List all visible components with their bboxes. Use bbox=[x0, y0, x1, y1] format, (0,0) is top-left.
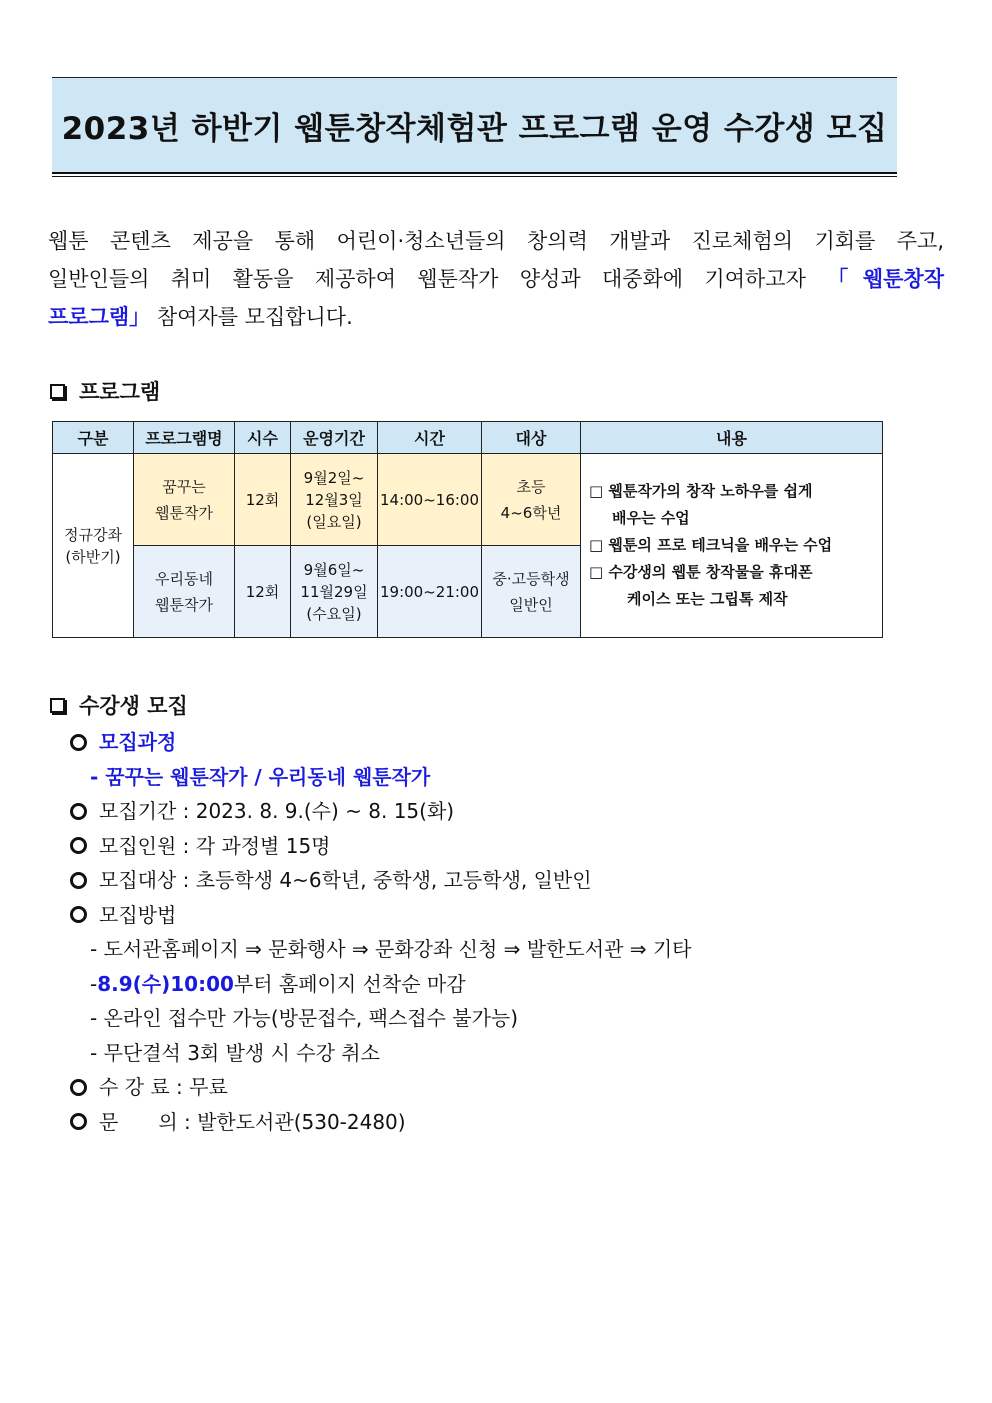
table-header: 시수 bbox=[235, 422, 291, 454]
table-header: 대상 bbox=[482, 422, 581, 454]
list-item bbox=[70, 863, 692, 898]
list-item bbox=[70, 898, 692, 933]
list-item-text: 모집과정 bbox=[99, 730, 177, 754]
circle-bullet-icon bbox=[70, 837, 87, 854]
list-item-text: 수 강 료 : 무료 bbox=[99, 1075, 228, 1099]
list-item bbox=[70, 760, 692, 795]
table-header: 운영기간 bbox=[291, 422, 378, 454]
circle-bullet-icon bbox=[70, 906, 87, 923]
intro-line: 웹툰 콘텐츠 제공을 통해 어린이·청소년들의 창의력 개발과 진로체험의 기회를 주고, bbox=[48, 229, 944, 253]
hours-cell: 12회 bbox=[235, 454, 291, 546]
section-heading-label: 수강생 모집 bbox=[79, 694, 188, 718]
intro-text: 참여자를 모집합니다. bbox=[156, 305, 353, 329]
period-text: 11월29일 bbox=[300, 582, 368, 601]
checkbox-bullet-icon bbox=[50, 384, 65, 399]
target-cell bbox=[482, 454, 581, 546]
list-item-text: - bbox=[90, 971, 98, 996]
program-name-cell bbox=[134, 546, 235, 638]
section-heading-recruit bbox=[50, 690, 188, 720]
list-item bbox=[70, 932, 692, 967]
table-header: 내용 bbox=[581, 422, 883, 454]
intro-line bbox=[48, 260, 944, 298]
content-item: □ 웹툰작가의 창작 노하우를 쉽게 bbox=[589, 482, 813, 500]
period-text: 9월2일~ bbox=[303, 468, 365, 487]
program-name-cell bbox=[134, 454, 235, 546]
category-text: (하반기) bbox=[65, 547, 121, 566]
category-text: 정규강좌 bbox=[64, 525, 122, 544]
list-item bbox=[70, 1070, 692, 1105]
list-item-text: - 무단결석 3회 발생 시 수강 취소 bbox=[90, 1040, 380, 1065]
list-item-text: - 도서관홈페이지 ⇒ 문화행사 ⇒ 문화강좌 신청 ⇒ 발한도서관 ⇒ 기타 bbox=[90, 937, 692, 961]
table-header: 시간 bbox=[378, 422, 482, 454]
time-cell: 19:00~21:00 bbox=[378, 546, 482, 638]
intro-text: 일반인들의 취미 활동을 제공하여 웹툰작가 양성과 대중화에 기여하고자 bbox=[48, 267, 806, 291]
intro-highlight: 「웹툰창작 bbox=[827, 267, 944, 291]
table-header: 구분 bbox=[53, 422, 134, 454]
page-title: 2023년 하반기 웹툰창작체험관 프로그램 운영 수강생 모집 bbox=[52, 77, 897, 172]
table-header: 프로그램명 bbox=[134, 422, 235, 454]
circle-bullet-icon bbox=[70, 803, 87, 820]
list-item bbox=[70, 1105, 692, 1140]
program-name: 웹툰작가 bbox=[155, 503, 213, 522]
list-item-text: 부터 홈페이지 선착순 마감 bbox=[233, 971, 466, 996]
list-item bbox=[70, 725, 692, 760]
intro-line bbox=[48, 298, 944, 336]
content-item: □ 수강생의 웹툰 창작물을 휴대폰 bbox=[589, 563, 813, 581]
list-item bbox=[70, 1036, 692, 1071]
content-item: 케이스 또는 그립톡 제작 bbox=[627, 590, 788, 608]
list-item-text: 모집대상 : 초등학생 4~6학년, 중학생, 고등학생, 일반인 bbox=[99, 868, 592, 892]
program-name: 웹툰작가 bbox=[155, 595, 213, 614]
content-cell bbox=[581, 454, 883, 638]
program-table bbox=[52, 421, 883, 638]
list-item-text: 문 의 : 발한도서관(530-2480) bbox=[99, 1109, 406, 1134]
list-item bbox=[70, 967, 692, 1002]
target-text: 일반인 bbox=[509, 595, 553, 614]
target-text: 초등 bbox=[516, 477, 546, 496]
category-cell bbox=[53, 454, 134, 638]
table-header-row bbox=[53, 422, 883, 454]
recruit-list bbox=[70, 725, 692, 1139]
period-cell bbox=[291, 454, 378, 546]
time-cell: 14:00~16:00 bbox=[378, 454, 482, 546]
circle-bullet-icon bbox=[70, 1079, 87, 1096]
content-item: 배우는 수업 bbox=[612, 509, 690, 527]
checkbox-bullet-icon bbox=[50, 698, 65, 713]
circle-bullet-icon bbox=[70, 872, 87, 889]
list-item-text: 모집기간 : 2023. 8. 9.(수) ~ 8. 15(화) bbox=[99, 799, 455, 823]
section-heading-label: 프로그램 bbox=[79, 380, 161, 404]
list-item-text: - 꿈꾸는 웹툰작가 / 우리동네 웹툰작가 bbox=[90, 764, 431, 789]
list-item-text: 모집인원 : 각 과정별 15명 bbox=[99, 833, 331, 858]
target-text: 중·고등학생 bbox=[492, 569, 570, 588]
table-row bbox=[53, 454, 883, 546]
circle-bullet-icon bbox=[70, 734, 87, 751]
content-item: □ 웹툰의 프로 테크닉을 배우는 수업 bbox=[589, 536, 833, 554]
period-text: 12월3일 bbox=[305, 490, 363, 509]
section-heading-program bbox=[50, 376, 160, 406]
hours-cell: 12회 bbox=[235, 546, 291, 638]
circle-bullet-icon bbox=[70, 1113, 87, 1130]
list-item-highlight: 8.9(수)10:00 bbox=[97, 971, 234, 996]
title-rule bbox=[52, 172, 897, 174]
list-item bbox=[70, 829, 692, 864]
program-name: 우리동네 bbox=[155, 569, 213, 588]
title-rule-thin bbox=[52, 176, 897, 177]
list-item bbox=[70, 794, 692, 829]
period-text: (수요일) bbox=[306, 604, 362, 623]
target-text: 4~6학년 bbox=[500, 503, 562, 522]
period-text: 9월6일~ bbox=[303, 560, 365, 579]
target-cell bbox=[482, 546, 581, 638]
program-name: 꿈꾸는 bbox=[162, 477, 206, 496]
list-item-text: - 온라인 접수만 가능(방문접수, 팩스접수 불가능) bbox=[90, 1006, 519, 1030]
intro-paragraph bbox=[48, 222, 944, 336]
list-item-text: 모집방법 bbox=[99, 902, 177, 927]
period-text: (일요일) bbox=[306, 512, 362, 531]
period-cell bbox=[291, 546, 378, 638]
list-item bbox=[70, 1001, 692, 1036]
intro-highlight: 프로그램」 bbox=[48, 305, 151, 329]
